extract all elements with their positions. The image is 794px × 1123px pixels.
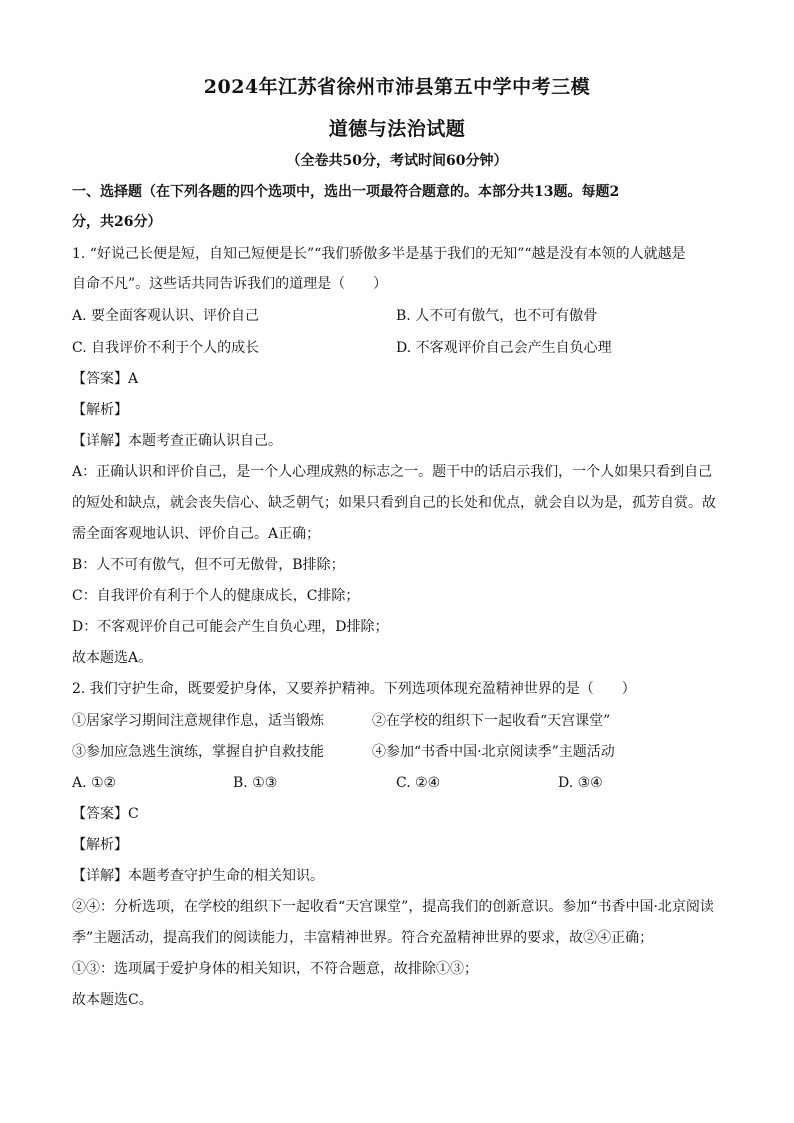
exam-title: 2024年江苏省徐州市沛县第五中学中考三模	[203, 76, 591, 98]
q2-item-4: ④参加“书香中国·北京阅读季”主题活动	[372, 744, 615, 760]
q1-detail: 【详解】本题考查正确认识自己。	[72, 433, 282, 449]
q1-option-a: A. 要全面客观认识、评价自己	[72, 308, 260, 324]
q2-option-a: A. ①②	[72, 775, 117, 791]
q1-analysis-label: 【解析】	[72, 402, 128, 418]
q1-explanation-line1: A：正确认识和评价自己，是一个人心理成熟的标志之一。题干中的话启示我们，一个人如果只看到自己	[72, 464, 713, 480]
q2-option-c: C. ②④	[396, 775, 441, 791]
q1-conclusion: 故本题选A。	[72, 650, 153, 666]
q2-stem: 2. 我们守护生命，既要爱护身体，又要养护精神。下列选项体现充盈精神世界的是（ ）	[72, 681, 636, 697]
exam-note: （全卷共50分，考试时间60分钟）	[286, 153, 508, 169]
q1-stem-line1: 1. “好说己长便是短，自知己短便是长”“我们骄傲多半是基于我们的无知”“越是没有本领的人就越是	[72, 246, 686, 262]
q1-explanation-c: C：自我评价有利于个人的健康成长，C排除；	[72, 588, 360, 604]
q2-option-b: B. ①③	[233, 775, 278, 791]
q1-answer: 【答案】A	[72, 371, 139, 387]
q1-explanation-line2: 的短处和缺点，就会丧失信心、缺乏朝气；如果只看到自己的长处和优点，就会自以为是，孤芳自赏。故	[72, 495, 716, 511]
q1-explanation-b: B：人不可有傲气，但不可无傲骨，B排除；	[72, 557, 345, 573]
q1-explanation-line3: 需全面客观地认识、评价自己。A正确；	[72, 526, 321, 542]
q1-option-d: D. 不客观评价自己会产生自负心理	[396, 340, 612, 356]
q2-detail: 【详解】本题考查守护生命的相关知识。	[72, 868, 324, 884]
q2-conclusion: 故本题选C。	[72, 992, 153, 1008]
q2-explanation-line2: 季”主题活动，提高我们的阅读能力，丰富精神世界。符合充盈精神世界的要求，故②④正确；	[72, 930, 654, 946]
q2-explanation-line1: ②④：分析选项，在学校的组织下一起收看“天宫课堂”，提高我们的创新意识。参加“书香中国·北京阅读	[72, 899, 714, 915]
q2-item-1: ①居家学习期间注意规律作息，适当锻炼	[72, 713, 324, 729]
q2-option-d: D. ③④	[558, 775, 603, 791]
q2-item-2: ②在学校的组织下一起收看“天宫课堂”	[372, 713, 611, 729]
q1-option-b: B. 人不可有傲气，也不可有傲骨	[396, 308, 598, 324]
exam-subject: 道德与法治试题	[328, 118, 466, 140]
q2-answer: 【答案】C	[72, 806, 139, 822]
section-heading-line1: 一、选择题（在下列各题的四个选项中，选出一项最符合题意的。本部分共13题。每题2	[72, 184, 620, 200]
q1-explanation-d: D：不客观评价自己可能会产生自负心理，D排除；	[72, 619, 389, 635]
q2-explanation-line3: ①③：选项属于爱护身体的相关知识，不符合题意，故排除①③；	[72, 961, 478, 977]
q1-option-c: C. 自我评价不利于个人的成长	[72, 340, 260, 356]
q2-analysis-label: 【解析】	[72, 837, 128, 853]
q1-stem-line2: 自命不凡”。这些话共同告诉我们的道理是（ ）	[72, 276, 388, 292]
q2-item-3: ③参加应急逃生演练，掌握自护自救技能	[72, 744, 324, 760]
section-heading-line2: 分，共26分）	[72, 214, 162, 230]
